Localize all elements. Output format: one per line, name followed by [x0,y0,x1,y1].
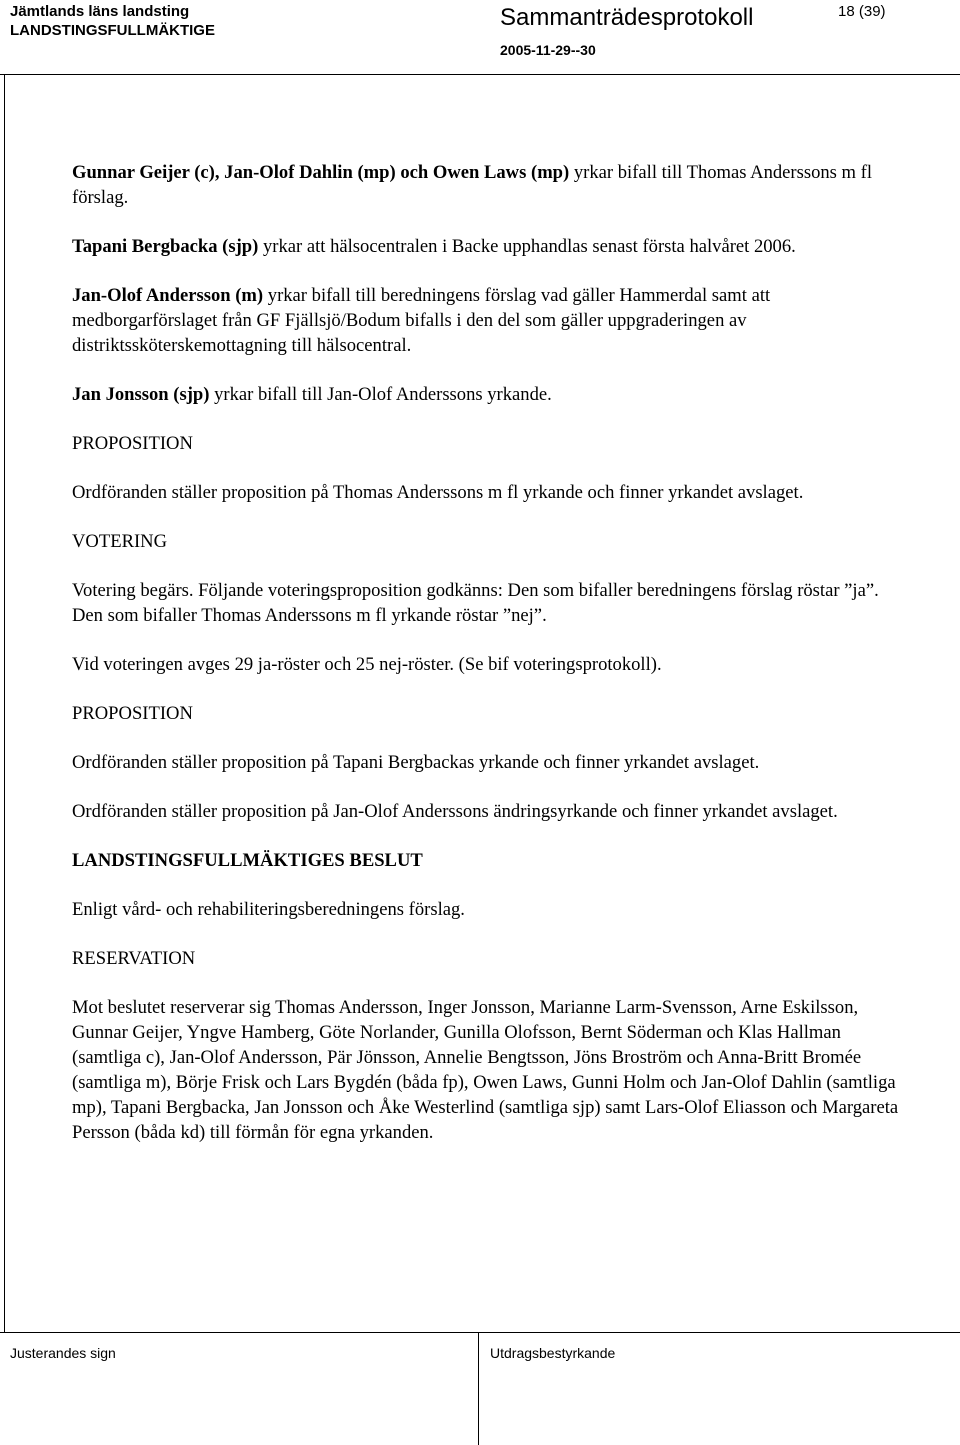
header-rule [0,74,960,75]
paragraph-beslut: Enligt vård- och rehabiliteringsberedningens förslag. [72,899,465,920]
footer-rule [0,1332,960,1333]
footer-divider [478,1332,479,1445]
paragraph-jonsson: Jan Jonsson (sjp) yrkar bifall till Jan-Olof Anderssons yrkande. [72,384,552,405]
heading-beslut: LANDSTINGSFULLMÄKTIGES BESLUT [72,850,423,871]
paragraph-bergbacka: Tapani Bergbacka (sjp) yrkar att hälsocentralen i Backe upphandlas senast första halvåret 2006. [72,236,796,257]
heading-proposition-2: PROPOSITION [72,703,193,724]
paragraph-andersson: Jan-Olof Andersson (m) yrkar bifall till beredningens förslag vad gäller Hammerdal samt att medborgarförslaget från GF Fjällsjö/Bodum bifalls i den del som gäller uppgraderingen av distriktssköterskemottagning till hälsocentral. [72,285,771,356]
organization-name: Jämtlands läns landsting LANDSTINGSFULLMÄKTIGE [10,3,215,39]
protocol-body [72,160,912,1169]
heading-proposition-1: PROPOSITION [72,433,193,454]
paragraph-proposition-2: Ordföranden ställer proposition på Tapani Bergbackas yrkande och finner yrkandet avslaget. [72,752,760,773]
meeting-date: 2005-11-29--30 [500,42,596,58]
paragraph-vote-result: Vid voteringen avges 29 ja-röster och 25 nej-röster. (Se bif voteringsprotokoll). [72,654,662,675]
document-title: Sammanträdesprotokoll [500,4,754,31]
paragraph-reservation: Mot beslutet reserverar sig Thomas Andersson, Inger Jonsson, Marianne Larm-Svensson, Arne Eskilsson, Gunnar Geijer, Yngve Hamberg, Göte Norlander, Gunilla Olofsson, Bernt Söderman och Klas Hallman (samtliga c), Jan-Olof Andersson, Pär Jönsson, Annelie Bengtsson, Jöns Broström och Anna-Britt Bromée (samtliga m), Börje Frisk och Lars Bygdén (båda fp), Owen Laws, Gunni Holm och Jan-Olof Dahlin (samtliga mp), Tapani Bergbacka, Jan Jonsson och Åke Westerlind (samtliga sjp) samt Lars-Olof Eliasson och Margareta Persson (båda kd) till förmån för egna yrkanden. [72,997,899,1143]
paragraph-proposition-3: Ordföranden ställer proposition på Jan-Olof Anderssons ändringsyrkande och finner yrkandet avslaget. [72,801,838,822]
paragraph-votering: Votering begärs. Följande voteringsproposition godkänns: Den som bifaller beredningens förslag röstar ”ja”. Den som bifaller Thomas Anderssons m fl yrkande röstar ”nej”. [72,580,879,626]
left-margin-rule [4,74,5,1332]
page-number: 18 (39) [838,3,886,20]
heading-votering: VOTERING [72,531,168,552]
footer-signature-label: Justerandes sign [10,1345,116,1361]
paragraph-geijer: Gunnar Geijer (c), Jan-Olof Dahlin (mp) och Owen Laws (mp) yrkar bifall till Thomas Anderssons m fl förslag. [72,162,873,208]
heading-reservation: RESERVATION [72,948,196,969]
paragraph-proposition-1: Ordföranden ställer proposition på Thomas Anderssons m fl yrkande och finner yrkandet avslaget. [72,482,804,503]
footer-extract-label: Utdragsbestyrkande [490,1345,616,1361]
